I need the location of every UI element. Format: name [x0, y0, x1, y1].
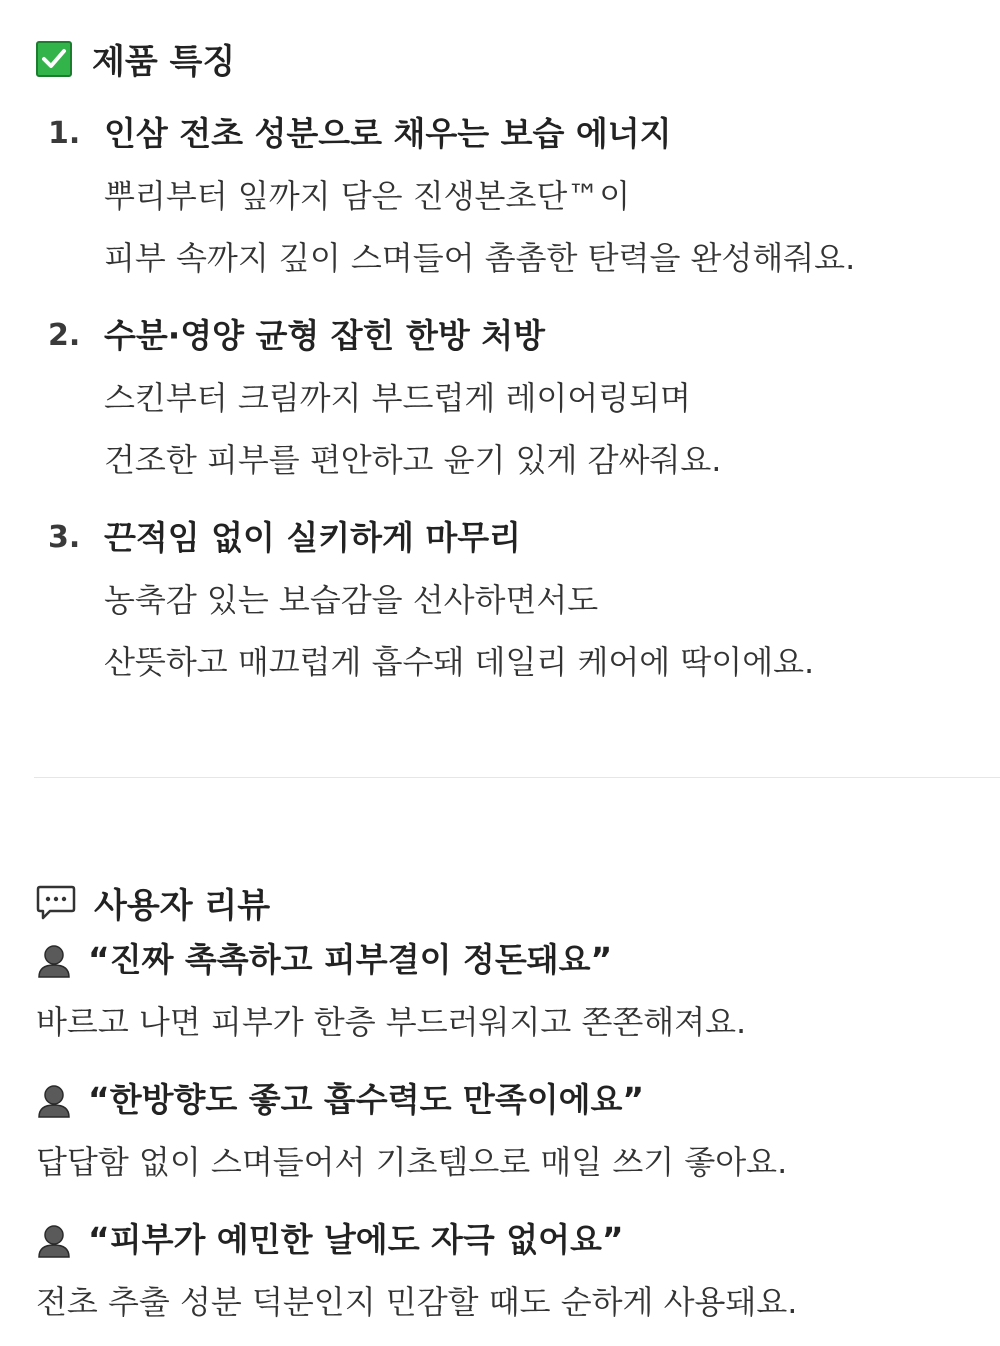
- section-divider: [34, 777, 1000, 778]
- review-quote-row: [36, 1218, 624, 1262]
- feature-line: 피부 속까지 깊이 스며들어 촘촘한 탄력을 완성해줘요.: [104, 239, 856, 277]
- person-avatar-icon: [36, 1082, 72, 1118]
- review-quote: “진짜 촉촉하고 피부결이 정돈돼요”: [88, 940, 613, 979]
- feature-line: 스킨부터 크림까지 부드럽게 레이어링되며: [104, 379, 691, 417]
- feature-heading: 끈적임 없이 실키하게 마무리: [104, 518, 522, 557]
- feature-line: 농축감 있는 보습감을 선사하면서도: [104, 581, 599, 619]
- feature-heading: 인삼 전초 성분으로 채우는 보습 에너지: [104, 114, 672, 153]
- reviews-title-row: [36, 878, 270, 927]
- feature-number: 2.: [48, 318, 81, 353]
- check-mark-button-icon: [36, 41, 72, 77]
- person-avatar-icon: [36, 1222, 72, 1258]
- review-quote-row: [36, 938, 612, 982]
- reviews-title: 사용자 리뷰: [94, 886, 271, 926]
- review-body: 바르고 나면 피부가 한층 부드러워지고 쫀쫀해져요.: [36, 1003, 747, 1041]
- review-quote: “한방향도 좋고 흡수력도 만족이에요”: [88, 1080, 645, 1119]
- review-body: 전초 추출 성분 덕분인지 민감할 때도 순하게 사용돼요.: [36, 1283, 798, 1321]
- feature-line: 건조한 피부를 편안하고 윤기 있게 감싸줘요.: [104, 441, 722, 479]
- review-quote-row: [36, 1078, 644, 1122]
- person-avatar-icon: [36, 942, 72, 978]
- feature-number: 1.: [48, 116, 81, 151]
- feature-line: 뿌리부터 잎까지 담은 진생본초단™이: [104, 177, 631, 215]
- features-title-row: [36, 34, 235, 83]
- feature-heading: 수분·영양 균형 잡힌 한방 처방: [104, 316, 546, 355]
- feature-number: 3.: [48, 520, 81, 555]
- feature-line: 산뜻하고 매끄럽게 흡수돼 데일리 케어에 딱이에요.: [104, 643, 815, 681]
- speech-bubble-icon: [36, 884, 76, 922]
- review-quote: “피부가 예민한 날에도 자극 없어요”: [88, 1220, 624, 1259]
- features-title: 제품 특징: [92, 42, 236, 82]
- review-body: 답답함 없이 스며들어서 기초템으로 매일 쓰기 좋아요.: [36, 1143, 788, 1181]
